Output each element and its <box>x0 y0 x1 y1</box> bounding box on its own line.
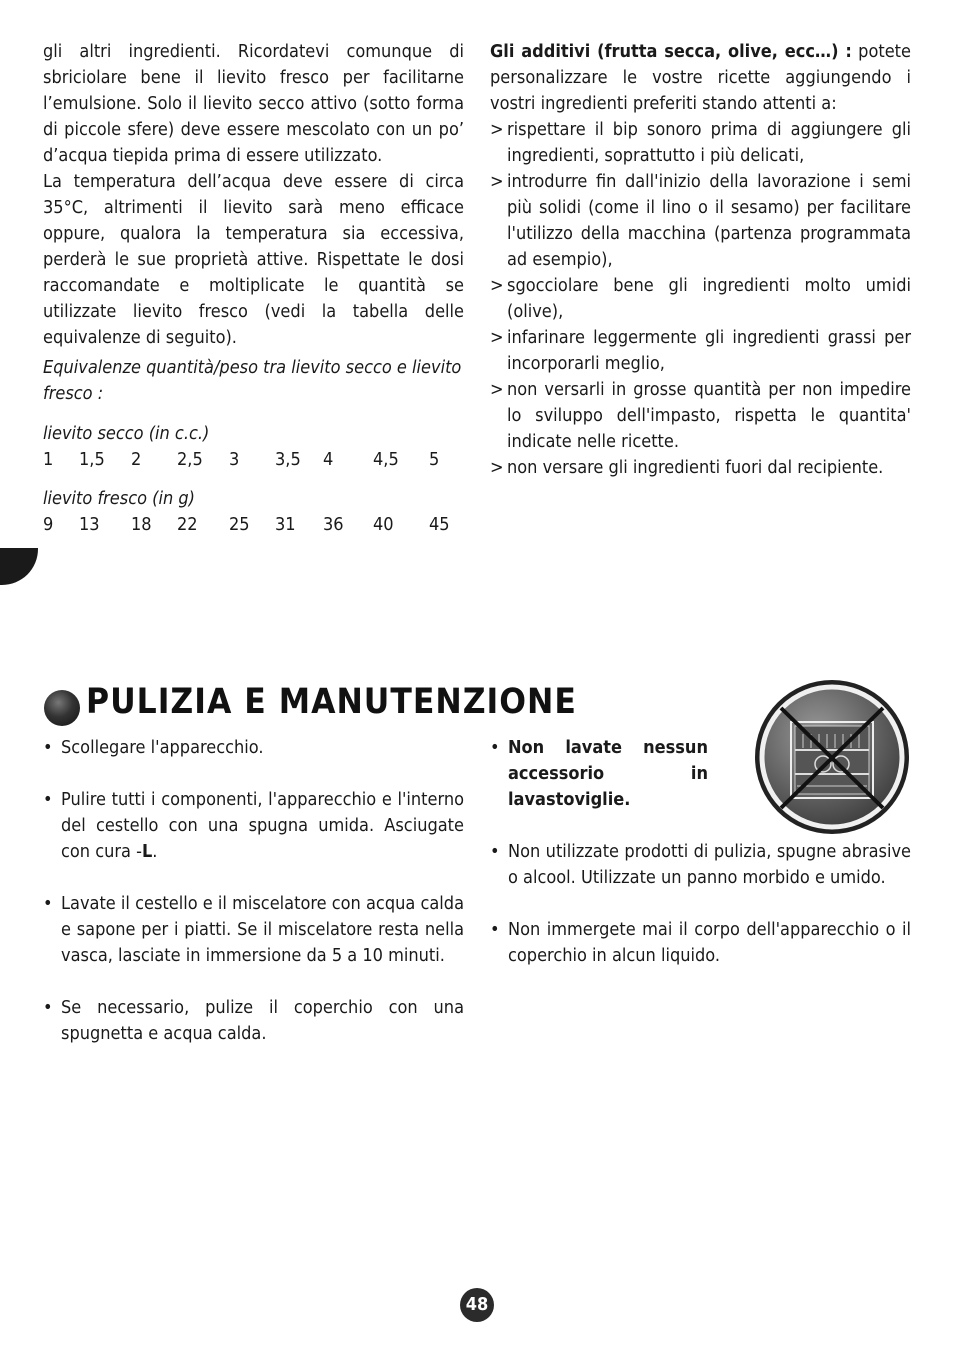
additives-intro-bold: Gli additivi (frutta secca, olive, ecc…) : <box>490 41 852 62</box>
additives-list <box>490 117 911 481</box>
cleaning-item <box>43 787 464 865</box>
additives-intro <box>490 39 911 117</box>
arrow-marker: > <box>490 379 504 400</box>
cleaning-item <box>43 735 464 761</box>
fresh-yeast-value: 18 <box>131 514 152 535</box>
right-top-column <box>490 39 911 481</box>
fresh-yeast-value: 40 <box>373 514 394 535</box>
cleaning-item <box>490 917 911 969</box>
dry-yeast-value: 5 <box>429 449 440 470</box>
cleaning-item-text: Non immergete mai il corpo dell'apparecchio o il coperchio in alcun liquido. <box>508 919 911 966</box>
dry-yeast-values-row <box>43 447 464 473</box>
cleaning-item-bold <box>490 735 708 813</box>
fresh-yeast-value: 31 <box>275 514 296 535</box>
fresh-yeast-values-row <box>43 512 464 538</box>
arrow-marker: > <box>490 457 504 478</box>
cleaning-right-column <box>490 735 911 969</box>
cleaning-left-column <box>43 735 464 1047</box>
cleaning-item <box>43 891 464 969</box>
additives-intro-rest: potete personalizzare le vostre ricette aggiungendo i vostri ingredienti preferiti stando attenti a: <box>490 41 911 114</box>
bullet-marker: • <box>490 841 500 862</box>
additive-item <box>490 377 911 455</box>
cleaning-item-bold-text: Non lavate nessun accessorio in lavastoviglie. <box>508 737 708 810</box>
side-tab-marker <box>0 548 38 585</box>
fresh-yeast-value: 25 <box>229 514 250 535</box>
dry-yeast-value: 2,5 <box>177 449 203 470</box>
arrow-marker: > <box>490 171 504 192</box>
left-top-column <box>43 39 464 538</box>
dry-yeast-label: lievito secco (in c.c.) <box>43 423 210 444</box>
additive-item <box>490 325 911 377</box>
cleaning-item-bold-ref: L <box>141 841 153 862</box>
arrow-marker: > <box>490 119 504 140</box>
additive-item-text: infarinare leggermente gli ingredienti grassi per incorporarli meglio, <box>507 327 911 374</box>
fresh-yeast-value: 45 <box>429 514 450 535</box>
additive-item-text: rispettare il bip sonoro prima di aggiungere gli ingredienti, soprattutto i più delicati, <box>507 119 911 166</box>
cleaning-item <box>43 995 464 1047</box>
bullet-marker: • <box>43 789 53 810</box>
bullet-marker: • <box>43 893 53 914</box>
dry-yeast-value: 4,5 <box>373 449 399 470</box>
additive-item-text: sgocciolare bene gli ingredienti molto umidi (olive), <box>507 275 911 322</box>
dry-yeast-value: 3,5 <box>275 449 301 470</box>
dry-yeast-value: 3 <box>229 449 240 470</box>
additive-item <box>490 169 911 273</box>
additive-item <box>490 455 911 481</box>
dry-yeast-value: 4 <box>323 449 334 470</box>
additive-item-text: non versare gli ingredienti fuori dal recipiente. <box>507 457 884 478</box>
yeast-paragraph-1: gli altri ingredienti. Ricordatevi comunque di sbriciolare bene il lievito fresco per facilitarne l’emulsione. Solo il lievito secco attivo (sotto forma di piccole sfere) deve essere mescolato con un po’ d’acqua tiepida prima di essere utilizzato. <box>43 41 464 166</box>
fresh-yeast-value: 22 <box>177 514 198 535</box>
section-title: PULIZIA E MANUTENZIONE <box>86 682 577 722</box>
cleaning-item <box>490 839 911 891</box>
arrow-marker: > <box>490 275 504 296</box>
cleaning-item-tail: . <box>152 841 158 862</box>
fresh-yeast-value: 36 <box>323 514 344 535</box>
cleaning-item-text: Non utilizzate prodotti di pulizia, spugne abrasive o alcool. Utilizzate un panno morbido e umido. <box>508 841 911 888</box>
yeast-paragraph-2: La temperatura dell’acqua deve essere di circa 35°C, altrimenti il lievito sarà meno efficace oppure, qualora la temperatura sia eccessiva, perderà le sue proprietà attive. Rispettate le dosi raccomandate e moltiplicate le quantità se utilizzate lievito fresco (vedi la tabella delle equivalenze di seguito). <box>43 171 464 348</box>
bullet-marker: • <box>43 997 53 1018</box>
fresh-yeast-value: 9 <box>43 514 54 535</box>
cleaning-item-text: Lavate il cestello e il miscelatore con acqua calda e sapone per i piatti. Se il miscelatore resta nella vasca, lasciate in immersione da 5 a 10 minuti. <box>61 893 464 966</box>
page-number: 48 <box>460 1288 494 1322</box>
dry-yeast-value: 1,5 <box>79 449 105 470</box>
equivalence-title: Equivalenze quantità/peso tra lievito secco e lievito fresco : <box>43 357 462 404</box>
section-bullet-icon <box>44 690 80 726</box>
fresh-yeast-value: 13 <box>79 514 100 535</box>
cleaning-item-text: Se necessario, pulize il coperchio con una spugnetta e acqua calda. <box>61 997 464 1044</box>
additive-item-text: non versarli in grosse quantità per non impedire lo sviluppo dell'impasto, rispetta le quantita' indicate nelle ricette. <box>507 379 911 452</box>
fresh-yeast-label: lievito fresco (in g) <box>43 488 195 509</box>
additive-item <box>490 273 911 325</box>
additive-item-text: introdurre fin dall'inizio della lavorazione i semi più solidi (come il lino o il sesamo) per facilitare l'utilizzo della macchina (partenza programmata ad esempio), <box>507 171 911 270</box>
cleaning-item-text: Scollegare l'apparecchio. <box>61 737 264 758</box>
cleaning-right-list <box>490 839 911 969</box>
bullet-marker: • <box>43 737 53 758</box>
cleaning-item-text: Pulire tutti i componenti, l'apparecchio e l'interno del cestello con una spugna umida. Asciugate con cura - <box>61 789 464 862</box>
dry-yeast-value: 2 <box>131 449 142 470</box>
bullet-marker: • <box>490 737 500 758</box>
additive-item <box>490 117 911 169</box>
bullet-marker: • <box>490 919 500 940</box>
dry-yeast-value: 1 <box>43 449 54 470</box>
arrow-marker: > <box>490 327 504 348</box>
